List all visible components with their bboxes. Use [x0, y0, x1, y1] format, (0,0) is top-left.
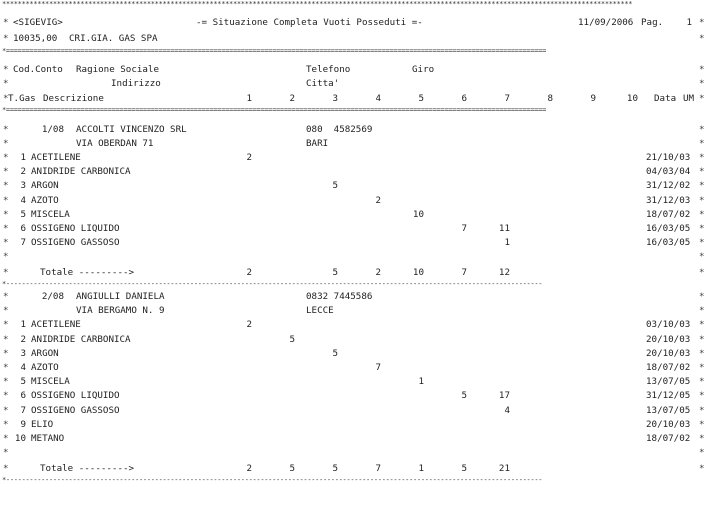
margin-star: * — [3, 291, 9, 303]
last-date: 31/12/05 — [646, 390, 691, 402]
margin-star: * — [699, 138, 705, 149]
table-row — [0, 152, 712, 163]
customer-separator: *----------------------------------------------------------------------------------------------------------------------------------------- — [2, 477, 543, 484]
margin-star: * — [699, 347, 705, 359]
margin-star: * — [3, 305, 9, 317]
gas-description: MISCELA — [31, 208, 70, 220]
gas-description: METANO — [31, 433, 65, 444]
total-col-3: 5 — [332, 267, 338, 279]
last-date: 18/07/02 — [646, 433, 691, 444]
gas-description: ACETILENE — [31, 319, 81, 331]
last-date: 13/07/05 — [646, 376, 691, 388]
margin-star: * — [699, 418, 705, 430]
margin-star: * — [3, 376, 9, 388]
total-col-2: 5 — [289, 463, 295, 475]
col-9: 9 — [590, 93, 596, 104]
margin-star: * — [3, 33, 9, 44]
table-row — [0, 419, 712, 430]
margin-star: * — [699, 33, 705, 44]
total-row — [0, 463, 712, 474]
table-row — [0, 376, 712, 387]
margin-star: * — [3, 463, 9, 475]
margin-star: * — [3, 362, 9, 373]
gas-type-number: 1 — [20, 319, 26, 331]
margin-star: * — [699, 251, 705, 263]
table-row — [0, 180, 712, 191]
customer-address: VIA BERGAMO N. 9 — [76, 305, 165, 317]
gas-description: ANIDRIDE CARBONICA — [31, 333, 131, 345]
gas-type-number: 3 — [20, 347, 26, 359]
columns-rule: *========================================================================================================================================== — [2, 107, 547, 113]
gas-type-number: 9 — [20, 418, 26, 430]
last-date: 16/03/05 — [646, 223, 691, 234]
gas-description: AZOTO — [31, 362, 59, 373]
last-date: 18/07/02 — [646, 362, 691, 373]
margin-star: * — [3, 319, 9, 331]
customer-code: 2/08 — [41, 291, 64, 303]
program-name: <SIGEVIG> — [13, 17, 63, 28]
total-col-4: 7 — [375, 463, 381, 475]
gas-description: OSSIGENO GASSOSO — [31, 404, 120, 416]
total-col-5: 1 — [418, 463, 424, 475]
margin-star: * — [3, 347, 9, 359]
total-col-7: 21 — [498, 463, 510, 475]
margin-star: * — [699, 362, 705, 373]
margin-star: * — [699, 305, 705, 317]
table-row — [0, 348, 712, 359]
company-name: CRI.GIA. GAS SPA — [69, 33, 158, 44]
margin-star: * — [699, 64, 705, 75]
qty-col-1: 2 — [246, 319, 252, 331]
gas-description: OSSIGENO GASSOSO — [31, 237, 120, 249]
last-date: 20/10/03 — [646, 347, 691, 359]
qty-col-4: 2 — [375, 194, 381, 206]
gas-type-number: 1 — [20, 152, 26, 163]
qty-col-7: 1 — [504, 237, 510, 249]
last-date: 31/12/02 — [646, 180, 691, 192]
margin-star: * — [699, 319, 705, 331]
margin-star: * — [3, 124, 9, 135]
margin-star: * — [699, 237, 705, 249]
last-date: 18/07/02 — [646, 208, 691, 220]
gas-description: AZOTO — [31, 194, 59, 206]
gas-description: ANIDRIDE CARBONICA — [31, 166, 131, 178]
col-4: 4 — [375, 93, 381, 104]
gas-type-number: 2 — [20, 166, 26, 178]
margin-star: * — [699, 17, 705, 28]
gas-description: ELIO — [31, 418, 54, 430]
col-8: 8 — [547, 93, 553, 104]
margin-star: * — [699, 223, 705, 234]
col-ragione-sociale: Ragione Sociale — [76, 64, 159, 75]
gas-type-number: 4 — [20, 194, 26, 206]
margin-star: * — [699, 333, 705, 345]
table-row — [0, 405, 712, 416]
total-col-6: 5 — [461, 463, 467, 475]
margin-star: * — [3, 223, 9, 234]
header-line-1 — [0, 17, 712, 28]
margin-star: * — [3, 237, 9, 249]
table-row — [0, 223, 712, 234]
gas-description: ARGON — [31, 347, 59, 359]
blank-row — [0, 447, 712, 458]
customer-city: BARI — [306, 138, 329, 149]
margin-star: * — [699, 194, 705, 206]
col-citta: Citta' — [306, 78, 340, 89]
margin-star: * — [3, 17, 9, 28]
customer-code: 1/08 — [41, 124, 64, 135]
last-date: 21/10/03 — [646, 152, 691, 163]
qty-col-5: 10 — [412, 208, 424, 220]
col-telefono: Telefono — [306, 64, 351, 75]
margin-star: * — [3, 333, 9, 345]
gas-description: OSSIGENO LIQUIDO — [31, 390, 120, 402]
total-col-1: 2 — [246, 463, 252, 475]
margin-star: * — [699, 124, 705, 135]
total-col-7: 12 — [498, 267, 510, 279]
col-t-gas: T.Gas — [8, 93, 36, 104]
margin-star: * — [3, 267, 9, 279]
total-col-5: 10 — [412, 267, 424, 279]
customer-address-row — [0, 138, 712, 149]
report-title: -= Situazione Completa Vuoti Posseduti =- — [196, 17, 423, 28]
gas-type-number: 5 — [20, 208, 26, 220]
customer-header — [0, 124, 712, 135]
last-date: 16/03/05 — [646, 237, 691, 249]
col-10: 10 — [626, 93, 638, 104]
qty-col-4: 7 — [375, 362, 381, 373]
margin-star: * — [699, 447, 705, 459]
col-5: 5 — [418, 93, 424, 104]
gas-type-number: 7 — [20, 404, 26, 416]
total-label: Totale ---------> — [40, 463, 135, 475]
qty-col-5: 1 — [418, 376, 424, 388]
gas-description: MISCELA — [31, 376, 70, 388]
margin-star: * — [699, 390, 705, 402]
total-col-3: 5 — [332, 463, 338, 475]
margin-star: * — [699, 433, 705, 444]
last-date: 31/12/03 — [646, 194, 691, 206]
customer-header — [0, 291, 712, 302]
customer-separator: *----------------------------------------------------------------------------------------------------------------------------------------- — [2, 281, 543, 288]
margin-star: * — [699, 152, 705, 163]
margin-star: * — [3, 180, 9, 192]
company-code: 10035,00 — [13, 33, 58, 44]
gas-type-number: 4 — [20, 362, 26, 373]
table-row — [0, 433, 712, 444]
table-row — [0, 195, 712, 206]
margin-star: * — [3, 447, 9, 459]
total-row — [0, 267, 712, 278]
qty-col-7: 4 — [504, 404, 510, 416]
margin-star: * — [699, 166, 705, 178]
margin-star: * — [3, 78, 9, 89]
gas-type-number: 10 — [14, 433, 26, 444]
qty-col-1: 2 — [246, 152, 252, 163]
gas-type-number: 5 — [20, 376, 26, 388]
margin-star: * — [699, 78, 705, 89]
margin-star: * — [699, 180, 705, 192]
last-date: 03/10/03 — [646, 319, 691, 331]
qty-col-6: 5 — [461, 390, 467, 402]
top-border: ***************************************************************************************************************************************************************** — [2, 1, 633, 7]
col-indirizzo: Indirizzo — [111, 78, 161, 89]
gas-type-number: 2 — [20, 333, 26, 345]
col-7: 7 — [504, 93, 510, 104]
page-number: 1 — [686, 17, 692, 28]
customer-address: VIA OBERDAN 71 — [76, 138, 154, 149]
margin-star: * — [3, 152, 9, 163]
col-descrizione: Descrizione — [43, 93, 104, 104]
table-row — [0, 237, 712, 248]
qty-col-7: 11 — [498, 223, 510, 234]
col-um: UM — [683, 93, 695, 104]
total-label: Totale ---------> — [40, 267, 135, 279]
header-rule: *========================================================================================================================================== — [2, 48, 547, 54]
qty-col-6: 7 — [461, 223, 467, 234]
margin-star: * — [699, 291, 705, 303]
margin-star: * — [3, 138, 9, 149]
col-giro: Giro — [412, 64, 435, 75]
column-header-row-1 — [0, 64, 712, 75]
table-row — [0, 209, 712, 220]
total-col-1: 2 — [246, 267, 252, 279]
margin-star: * — [3, 404, 9, 416]
margin-star: * — [699, 463, 705, 475]
margin-star: * — [3, 251, 9, 263]
customer-city: LECCE — [306, 305, 334, 317]
table-row — [0, 166, 712, 177]
qty-col-3: 5 — [332, 347, 338, 359]
margin-star: * — [3, 433, 9, 444]
total-col-6: 7 — [461, 267, 467, 279]
customer-name: ANGIULLI DANIELA — [76, 291, 165, 303]
margin-star: * — [3, 93, 9, 104]
margin-star: * — [3, 390, 9, 402]
margin-star: * — [699, 208, 705, 220]
gas-description: OSSIGENO LIQUIDO — [31, 223, 120, 234]
page-label: Pag. — [641, 17, 664, 28]
col-2: 2 — [289, 93, 295, 104]
last-date: 20/10/03 — [646, 333, 691, 345]
column-header-row-3 — [0, 93, 712, 104]
table-row — [0, 362, 712, 373]
last-date: 04/03/04 — [646, 166, 691, 178]
customer-phone: 0832 7445586 — [306, 291, 373, 303]
gas-description: ARGON — [31, 180, 59, 192]
last-date: 13/07/05 — [646, 404, 691, 416]
customer-phone: 080 4582569 — [306, 124, 373, 135]
margin-star: * — [699, 404, 705, 416]
customer-name: ACCOLTI VINCENZO SRL — [76, 124, 187, 135]
col-1: 1 — [246, 93, 252, 104]
table-row — [0, 334, 712, 345]
last-date: 20/10/03 — [646, 418, 691, 430]
gas-description: ACETILENE — [31, 152, 81, 163]
margin-star: * — [699, 267, 705, 279]
column-header-row-2 — [0, 78, 712, 89]
margin-star: * — [3, 418, 9, 430]
margin-star: * — [699, 376, 705, 388]
gas-type-number: 3 — [20, 180, 26, 192]
table-row — [0, 319, 712, 330]
qty-col-3: 5 — [332, 180, 338, 192]
margin-star: * — [3, 166, 9, 178]
col-data: Data — [654, 93, 677, 104]
header-line-2 — [0, 33, 712, 44]
blank-row — [0, 251, 712, 262]
margin-star: * — [3, 208, 9, 220]
margin-star: * — [699, 93, 705, 104]
margin-star: * — [3, 194, 9, 206]
qty-col-2: 5 — [289, 333, 295, 345]
total-col-4: 2 — [375, 267, 381, 279]
gas-type-number: 6 — [20, 223, 26, 234]
qty-col-7: 17 — [498, 390, 510, 402]
gas-type-number: 7 — [20, 237, 26, 249]
table-row — [0, 390, 712, 401]
report-date: 11/09/2006 — [578, 17, 634, 28]
col-cod-conto: Cod.Conto — [13, 64, 63, 75]
col-6: 6 — [461, 93, 467, 104]
gas-type-number: 6 — [20, 390, 26, 402]
margin-star: * — [3, 64, 9, 75]
customer-address-row — [0, 305, 712, 316]
col-3: 3 — [332, 93, 338, 104]
